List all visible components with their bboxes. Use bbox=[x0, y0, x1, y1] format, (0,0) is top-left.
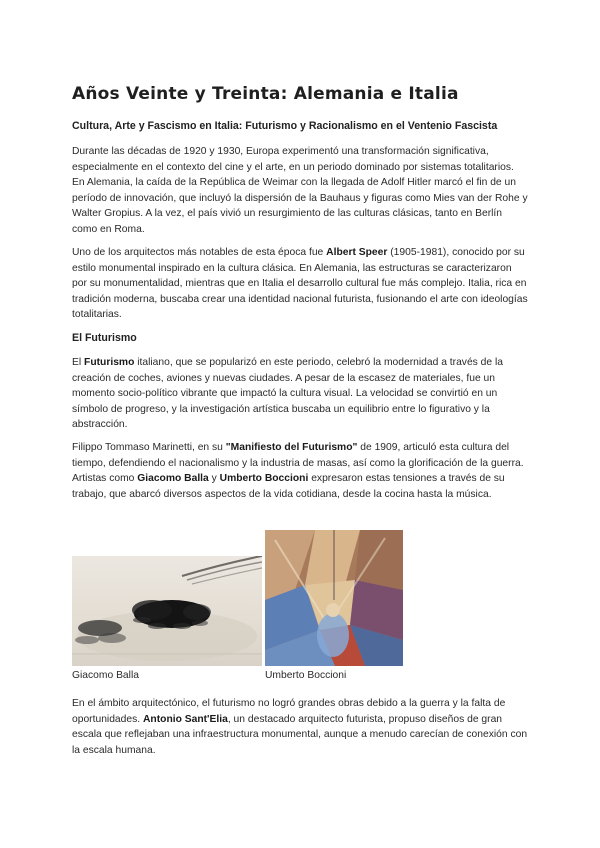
paragraph-marinetti bbox=[72, 440, 528, 502]
section-heading-futurismo: El Futurismo bbox=[72, 332, 137, 344]
text: y bbox=[208, 473, 220, 485]
subtitle: Cultura, Arte y Fascismo en Italia: Futurismo y Racionalismo en el Ventenio Fascista bbox=[72, 120, 498, 132]
balla-painting-image bbox=[72, 556, 262, 666]
bold-name-balla: Giacomo Balla bbox=[137, 473, 209, 485]
text: de 1909, articuló esta cultura del tiempo, defendiendo el nacionalismo y la industria de masas, así como la glorificación de la guerra. Artistas como bbox=[72, 442, 524, 485]
paragraph-intro bbox=[72, 144, 528, 238]
text: expresaron estas tensiones a través de su trabajo, que abarcó diversos aspectos de la vida cotidiana, desde la cocina hasta la música. bbox=[72, 473, 505, 500]
text: El bbox=[72, 357, 85, 368]
balla-painting-illustration bbox=[72, 556, 262, 666]
bold-name-speer: Albert Speer bbox=[326, 247, 388, 258]
text: , un destacado arquitecto futurista, propuso diseños de gran escala que reflejaban una infraestructura monumental, aunque a menudo carecían de conexión con la escala humana. bbox=[72, 713, 528, 756]
paragraph-speer bbox=[72, 245, 528, 323]
bold-manifiesto: "Manifiesto del Futurismo" bbox=[225, 442, 358, 453]
caption-boccioni: Umberto Boccioni bbox=[265, 670, 347, 681]
text: En el ámbito arquitectónico, el futurismo no logró grandes obras debido a la guerra y la falta de oportunidades. bbox=[72, 698, 506, 725]
paragraph-arquitectura bbox=[72, 696, 528, 758]
text: (1905-1981), conocido por su estilo monumental inspirado en la cultura clásica. En Alemania, las estructuras se caracterizaron por su monumentalidad, mientras que en Italia el desarrollo cultural fue más complejo. Italia, rica en tradición moderna, buscaba crear una identidad nacional futurista, fusionando el arte con ideologías totalitarias. bbox=[72, 247, 528, 321]
bold-name-santelia: Antonio Sant'Elia bbox=[143, 713, 228, 725]
bold-name-boccioni: Umberto Boccioni bbox=[219, 473, 309, 485]
paragraph-intro-text: Durante las décadas de 1920 y 1930, Europa experimentó una transformación significativa, especialmente en el contexto del cine y el arte, en un periodo dominado por sistemas totalitarios. En Alemania, la caída de la República de Weimar con la llegada de Adolf Hitler marcó el fin de un período de innovación, que incluyó la dispersión de la Bauhaus y figuras como Mies van der Rohe y Walter Gropius. A la vez, el país vivió un resurgimiento de las culturas clásicas, tanto en Berlín como en Roma. bbox=[72, 146, 528, 235]
page-title: Años Veinte y Treinta: Alemania e Italia bbox=[72, 84, 459, 104]
text: Filippo Tommaso Marinetti, en su bbox=[72, 442, 226, 453]
paragraph-futurismo bbox=[72, 355, 528, 433]
boccioni-painting-image bbox=[265, 530, 403, 666]
text: italiano, que se popularizó en este periodo, celebró la modernidad a través de la creación de coches, aviones y nuevas ciudades. A pesar de la escasez de materiales, fue un momento socio-político vibrante que impactó la cultura visual. La velocidad se convirtió en un símbolo de progreso, y la investigación artística buscaba un equilibrio entre lo figurativo y la abstracción. bbox=[72, 357, 504, 431]
bold-term-futurismo: Futurismo bbox=[84, 357, 135, 368]
caption-balla: Giacomo Balla bbox=[72, 670, 139, 681]
boccioni-painting-illustration bbox=[265, 530, 403, 666]
text: Uno de los arquitectos más notables de esta época fue bbox=[72, 247, 327, 258]
